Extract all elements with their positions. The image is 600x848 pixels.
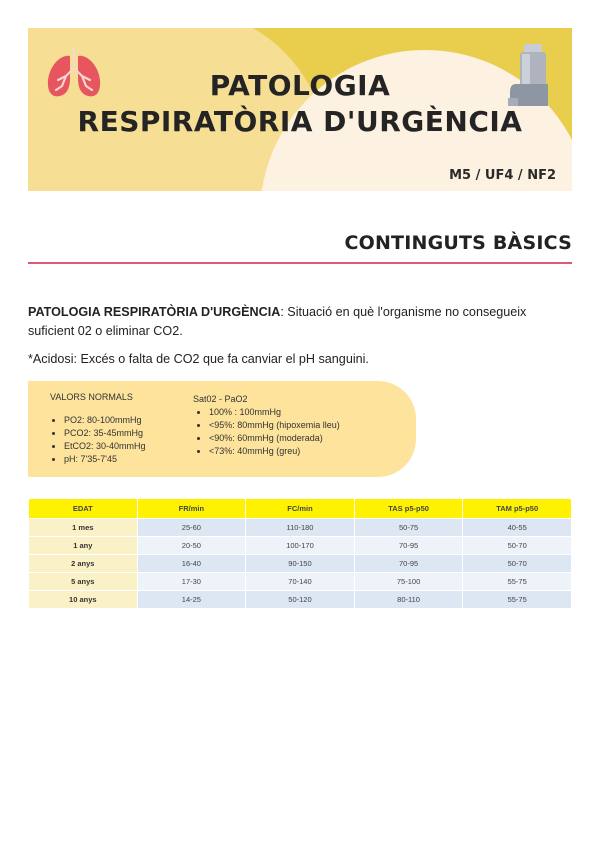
module-code: M5 / UF4 / NF2 — [449, 168, 556, 183]
table-cell: 50-70 — [463, 537, 572, 555]
table-cell: 50-70 — [463, 555, 572, 573]
table-cell: 110-180 — [246, 519, 355, 537]
table-row — [29, 573, 572, 591]
column-header: FR/min — [137, 499, 246, 519]
table-cell: 16-40 — [137, 555, 246, 573]
title-line-2: RESPIRATÒRIA D'URGÈNCIA — [77, 105, 523, 138]
column-header: EDAT — [29, 499, 138, 519]
table-cell: 75-100 — [354, 573, 463, 591]
normal-values-box — [28, 381, 416, 477]
definition-paragraph — [28, 303, 568, 341]
table-row — [29, 591, 572, 609]
table-cell: 100-170 — [246, 537, 355, 555]
age-cell: 5 anys — [29, 573, 138, 591]
table-cell: 50-120 — [246, 591, 355, 609]
table-cell: 70-95 — [354, 537, 463, 555]
page-title — [28, 68, 572, 140]
normal-values-heading: VALORS NORMALS — [50, 392, 133, 402]
saturation-column — [193, 394, 340, 458]
title-line-1: PATOLOGIA — [209, 69, 391, 102]
age-cell: 1 any — [29, 537, 138, 555]
list-item: • <90%: 60mmHg (moderada) — [209, 432, 340, 445]
table-cell: 50-75 — [354, 519, 463, 537]
list-item: • 100% : 100mmHg — [209, 406, 340, 419]
table-header-row — [29, 499, 572, 519]
table-cell: 55-75 — [463, 573, 572, 591]
table-cell: 14-25 — [137, 591, 246, 609]
section-divider — [28, 262, 572, 264]
normal-values-list — [50, 414, 146, 466]
saturation-list — [193, 406, 340, 458]
table-cell: 70-95 — [354, 555, 463, 573]
list-item: • <73%: 40mmHg (greu) — [209, 445, 340, 458]
table-cell: 17-30 — [137, 573, 246, 591]
table-row — [29, 537, 572, 555]
table-cell: 55-75 — [463, 591, 572, 609]
table-cell: 80-110 — [354, 591, 463, 609]
list-item: • <95%: 80mmHg (hipoxemia lleu) — [209, 419, 340, 432]
normal-values-column — [50, 392, 146, 466]
header-banner — [28, 28, 572, 191]
age-cell: 10 anys — [29, 591, 138, 609]
saturation-heading: Sat02 - PaO2 — [193, 394, 248, 404]
table-cell: 20-50 — [137, 537, 246, 555]
definition-text: : Situació en què l'organisme no consegueix suficient 02 o eliminar CO2. — [28, 305, 527, 338]
table-cell: 25-60 — [137, 519, 246, 537]
table-row — [29, 519, 572, 537]
age-cell: 1 mes — [29, 519, 138, 537]
table-cell: 40-55 — [463, 519, 572, 537]
definition-term: PATOLOGIA RESPIRATÒRIA D'URGÈNCIA — [28, 305, 281, 319]
pediatric-vitals-table — [28, 498, 572, 609]
list-item: • PO2: 80-100mmHg — [64, 414, 146, 427]
list-item: • pH: 7'35-7'45 — [64, 453, 146, 466]
age-cell: 2 anys — [29, 555, 138, 573]
column-header: FC/min — [246, 499, 355, 519]
section-heading: CONTINGUTS BÀSICS — [344, 232, 572, 254]
column-header: TAS p5-p50 — [354, 499, 463, 519]
table-row — [29, 555, 572, 573]
column-header: TAM p5-p50 — [463, 499, 572, 519]
list-item: • EtCO2: 30-40mmHg — [64, 440, 146, 453]
table-cell: 90-150 — [246, 555, 355, 573]
acidosis-note: *Acidosi: Excés o falta de CO2 que fa canviar el pH sanguini. — [28, 352, 369, 366]
list-item: • PCO2: 35-45mmHg — [64, 427, 146, 440]
table-cell: 70-140 — [246, 573, 355, 591]
